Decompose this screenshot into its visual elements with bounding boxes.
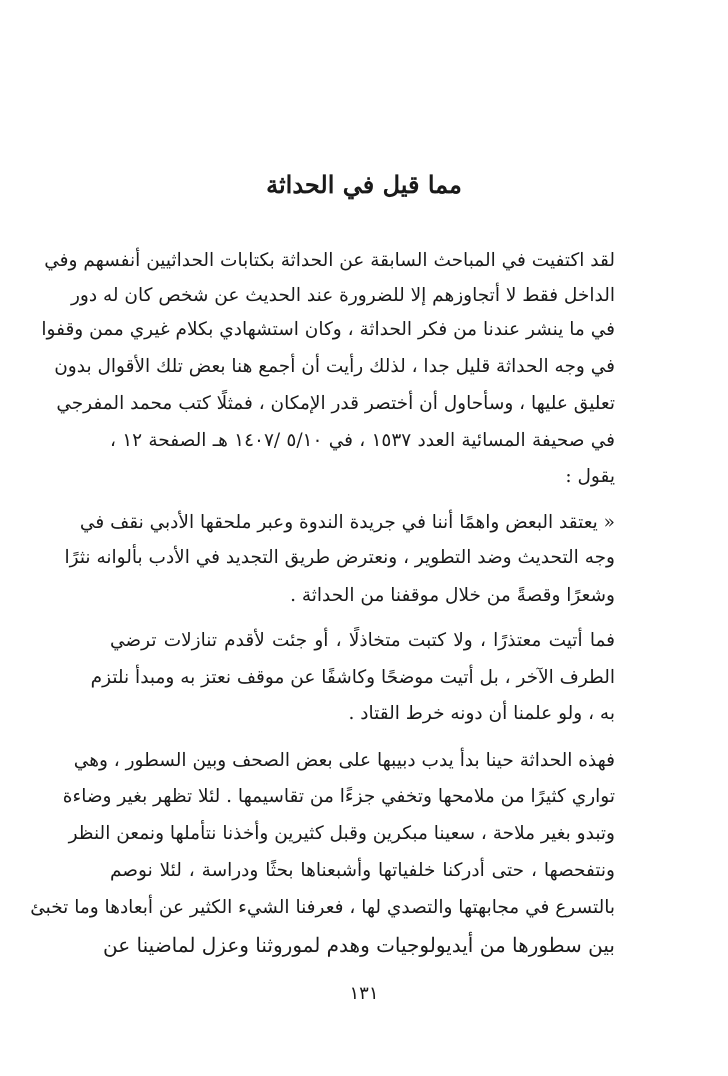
text-line: لقد اكتفيت في المباحث السابقة عن الحداثة بكتابات الحداثيين أنفسهم وفي — [44, 250, 615, 271]
quote-line: وجه التحديث وضد التطوير ، ونعترض طريق التجديد في الأدب بألوانه نثرًا — [64, 547, 615, 568]
quote-line: فهذه الحداثة حينا بدأ يدب دبيبها على بعض الصحف وبين السطور ، وهي — [73, 750, 615, 771]
quote-line: بالتسرع في مجابهتها والتصدي لها ، فعرفنا الشيء الكثير عن أبعادها وما تخبئ — [30, 897, 615, 918]
text-line: الداخل فقط لا أتجاوزهم إلا للضرورة عند الحديث عن شخص كان له دور — [70, 285, 615, 306]
quote-line: بين سطورها من أيديولوجيات وهدم لموروثنا وعزل لماضينا عن — [103, 933, 615, 957]
quote-line: الطرف الآخر ، بل أتيت موضحًا وكاشفًا عن موقف نعتز به ومبدأ نلتزم — [90, 667, 615, 688]
chapter-title: مما قيل في الحداثة — [266, 170, 462, 199]
text-line: في وجه الحداثة قليل جدا ، لذلك رأيت أن أجمع هنا بعض تلك الأقوال بدون — [54, 356, 615, 377]
text-line: يقول : — [565, 466, 615, 487]
page-number: ١٣١ — [349, 983, 379, 1004]
quote-line: ونتفحصها ، حتى أدركنا خلفياتها وأشبعناها بحثًا ودراسة ، لئلا نوصم — [110, 860, 615, 881]
quote-line: به ، ولو علمنا أن دونه خرط القتاد . — [348, 703, 615, 724]
quote-line: « يعتقد البعض واهمًا أننا في جريدة الندوة وعبر ملحقها الأدبي نقف في — [79, 512, 615, 533]
quote-line: وشعرًا وقصةً من خلال موقفنا من الحداثة . — [290, 585, 615, 606]
quote-line: فما أتيت معتذرًا ، ولا كتبت متخاذلًا ، أو جئت لأقدم تنازلات ترضي — [110, 630, 615, 651]
text-line: في صحيفة المسائية العدد ١٥٣٧ ، في ٥/١٠ /١٤٠٧ هـ الصفحة ١٢ ، — [110, 430, 615, 451]
quote-line: وتبدو بغير ملاحة ، سعينا مبكرين وقبل كثيرين وأخذنا نتأملها ونمعن النظر — [68, 823, 615, 844]
text-line: تعليق عليها ، وسأحاول أن أختصر قدر الإمكان ، فمثلًا كتب محمد المفرجي — [56, 393, 615, 414]
quote-line: تواري كثيرًا من ملامحها وتخفي جزءًا من تقاسيمها . لئلا تظهر بغير وضاءة — [62, 786, 615, 807]
text-line: في ما ينشر عندنا من فكر الحداثة ، وكان استشهادي بكلام غيري ممن وقفوا — [41, 319, 615, 340]
